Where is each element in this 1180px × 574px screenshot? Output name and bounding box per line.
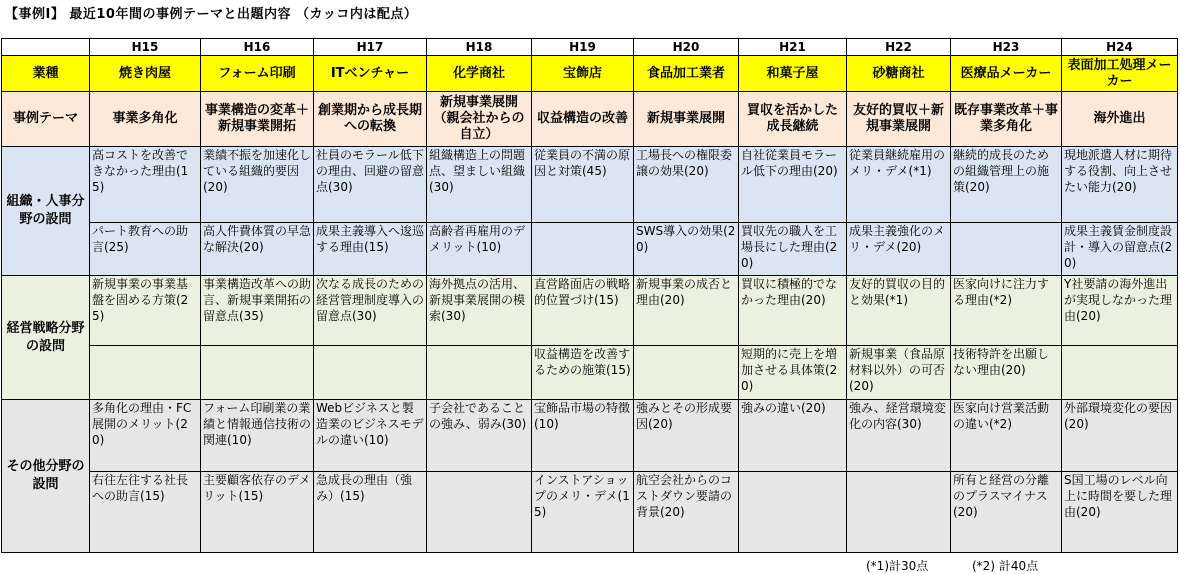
theme-cell: 創業期から成長期への転換	[314, 92, 427, 147]
question-cell	[532, 223, 634, 276]
theme-cell: 新規事業展開	[634, 92, 739, 147]
industry-cell: フォーム印刷	[201, 56, 314, 92]
year-header: H15	[90, 39, 201, 56]
footnote-2: (*2) 計40点	[972, 559, 1039, 573]
question-cell: 外部環境変化の要因(20)	[1062, 400, 1178, 472]
question-cell: 新規事業（食品原材料以外）の可否(20)	[847, 346, 951, 400]
question-cell: 主要顧客依存のデメリット(15)	[201, 472, 314, 553]
question-row	[2, 472, 1178, 553]
question-cell: 買収に積極的でなかった理由(20)	[739, 276, 847, 346]
year-header: H21	[739, 39, 847, 56]
question-cell: 買収先の職人を工場長にした理由(20)	[739, 223, 847, 276]
industry-cell: 宝飾店	[532, 56, 634, 92]
question-row	[2, 223, 1178, 276]
question-cell: 成果主義導入へ逡巡する理由(15)	[314, 223, 427, 276]
industry-row	[2, 56, 1178, 92]
question-cell: Y社要請の海外進出が実現しなかった理由(20)	[1062, 276, 1178, 346]
year-header: H24	[1062, 39, 1178, 56]
question-cell: 右往左往する社長への助言(15)	[90, 472, 201, 553]
question-cell: 社員のモラール低下の理由、回避の留意点(30)	[314, 147, 427, 223]
question-row	[2, 147, 1178, 223]
theme-cell: 事業多角化	[90, 92, 201, 147]
year-header: H17	[314, 39, 427, 56]
question-cell: 事業構造改革への助言、新規事業開拓の留意点(35)	[201, 276, 314, 346]
theme-cell: 海外進出	[1062, 92, 1178, 147]
question-cell: 友好的買収の目的と効果(*1)	[847, 276, 951, 346]
question-cell	[201, 346, 314, 400]
question-cell: フォーム印刷業の業績と情報通信技術の関連(10)	[201, 400, 314, 472]
question-cell: パート教育への助言(25)	[90, 223, 201, 276]
question-cell: 新規事業の成否と理由(20)	[634, 276, 739, 346]
theme-cell: 収益構造の改善	[532, 92, 634, 147]
page-title: 【事例Ⅰ】 最近10年間の事例テーマと出題内容 （カッコ内は配点）	[5, 7, 418, 22]
corner-cell	[2, 39, 90, 56]
theme-cell: 友好的買収＋新規事業展開	[847, 92, 951, 147]
industry-cell: 医療品メーカー	[951, 56, 1062, 92]
question-cell: 成果主義強化のメリ・デメ(20)	[847, 223, 951, 276]
industry-row-label: 業種	[2, 56, 90, 92]
industry-cell: 化学商社	[427, 56, 532, 92]
question-cell: 従業員継続雇用のメリ・デメ(*1)	[847, 147, 951, 223]
question-cell: 直営路面店の戦略的位置づけ(15)	[532, 276, 634, 346]
question-cell: 航空会社からのコストダウン要請の背景(20)	[634, 472, 739, 553]
question-row	[2, 346, 1178, 400]
question-cell: 業績不振を加速化している組織的要因(20)	[201, 147, 314, 223]
question-cell: 収益構造を改善するための施策(15)	[532, 346, 634, 400]
year-header: H23	[951, 39, 1062, 56]
question-row	[2, 276, 1178, 346]
question-cell: S国工場のレベル向上に時間を要した理由(20)	[1062, 472, 1178, 553]
theme-cell: 事業構造の変革＋新規事業開拓	[201, 92, 314, 147]
theme-row-label: 事例テーマ	[2, 92, 90, 147]
question-cell	[427, 346, 532, 400]
table-body	[2, 39, 1178, 553]
question-cell	[634, 346, 739, 400]
question-cell	[1062, 346, 1178, 400]
question-cell: 成果主義賃金制度設計・導入の留意点(20)	[1062, 223, 1178, 276]
question-cell: SWS導入の効果(20)	[634, 223, 739, 276]
exam-theme-table	[1, 38, 1178, 553]
question-cell: 医家向け営業活動の違い(*2)	[951, 400, 1062, 472]
industry-cell: 和菓子屋	[739, 56, 847, 92]
question-cell	[314, 346, 427, 400]
question-cell: 強みとその形成要因(20)	[634, 400, 739, 472]
question-cell: 海外拠点の活用、新規事業展開の模索(30)	[427, 276, 532, 346]
question-cell: 自社従業員モラール低下の理由(20)	[739, 147, 847, 223]
question-cell: Webビジネスと製造業のビジネスモデルの違い(10)	[314, 400, 427, 472]
year-header: H20	[634, 39, 739, 56]
question-cell: 急成長の理由（強み）(15)	[314, 472, 427, 553]
category-label: 組織・人事分野の設問	[2, 147, 90, 276]
question-cell: インストアショップのメリ・デメ(15)	[532, 472, 634, 553]
industry-cell: 表面加工処理メーカー	[1062, 56, 1178, 92]
theme-row	[2, 92, 1178, 147]
question-cell	[427, 472, 532, 553]
question-cell: 高人件費体質の早急な解決(20)	[201, 223, 314, 276]
industry-cell: 焼き肉屋	[90, 56, 201, 92]
question-cell: 高齢者再雇用のデメリット(10)	[427, 223, 532, 276]
industry-cell: 食品加工業者	[634, 56, 739, 92]
theme-cell: 既存事業改革＋事業多角化	[951, 92, 1062, 147]
question-cell: 継続的成長のための組織管理上の施策(20)	[951, 147, 1062, 223]
industry-cell: ITベンチャー	[314, 56, 427, 92]
question-cell: 次なる成長のための経営管理制度導入の留意点(30)	[314, 276, 427, 346]
question-cell: 現地派遣人材に期待する役割、向上させたい能力(20)	[1062, 147, 1178, 223]
category-label: 経営戦略分野の設問	[2, 276, 90, 400]
question-row	[2, 400, 1178, 472]
question-cell: 宝飾品市場の特徴(10)	[532, 400, 634, 472]
category-label: その他分野の設問	[2, 400, 90, 553]
question-cell	[847, 472, 951, 553]
question-cell	[739, 472, 847, 553]
industry-cell: 砂糖商社	[847, 56, 951, 92]
question-cell: 強み、経営環境変化の内容(30)	[847, 400, 951, 472]
question-cell: 組織構造上の問題点、望ましい組織(30)	[427, 147, 532, 223]
question-cell: 短期的に売上を増加させる具体策(20)	[739, 346, 847, 400]
question-cell: 強みの違い(20)	[739, 400, 847, 472]
year-header: H16	[201, 39, 314, 56]
question-cell: 工場長への権限委譲の効果(20)	[634, 147, 739, 223]
question-cell: 従業員の不満の原因と対策(45)	[532, 147, 634, 223]
year-header-row	[2, 39, 1178, 56]
question-cell	[90, 346, 201, 400]
question-cell: 所有と経営の分離のプラスマイナス(20)	[951, 472, 1062, 553]
footnote-1: (*1)計30点	[866, 559, 929, 573]
question-cell	[951, 223, 1062, 276]
theme-cell: 買収を活かした成長継続	[739, 92, 847, 147]
question-cell: 高コストを改善できなかった理由(15)	[90, 147, 201, 223]
question-cell: 多角化の理由・FC展開のメリット(20)	[90, 400, 201, 472]
year-header: H19	[532, 39, 634, 56]
year-header: H18	[427, 39, 532, 56]
year-header: H22	[847, 39, 951, 56]
question-cell: 子会社であることの強み、弱み(30)	[427, 400, 532, 472]
theme-cell: 新規事業展開（親会社からの自立）	[427, 92, 532, 147]
question-cell: 技術特許を出願しない理由(20)	[951, 346, 1062, 400]
question-cell: 新規事業の事業基盤を固める方策(25)	[90, 276, 201, 346]
question-cell: 医家向けに注力する理由(*2)	[951, 276, 1062, 346]
